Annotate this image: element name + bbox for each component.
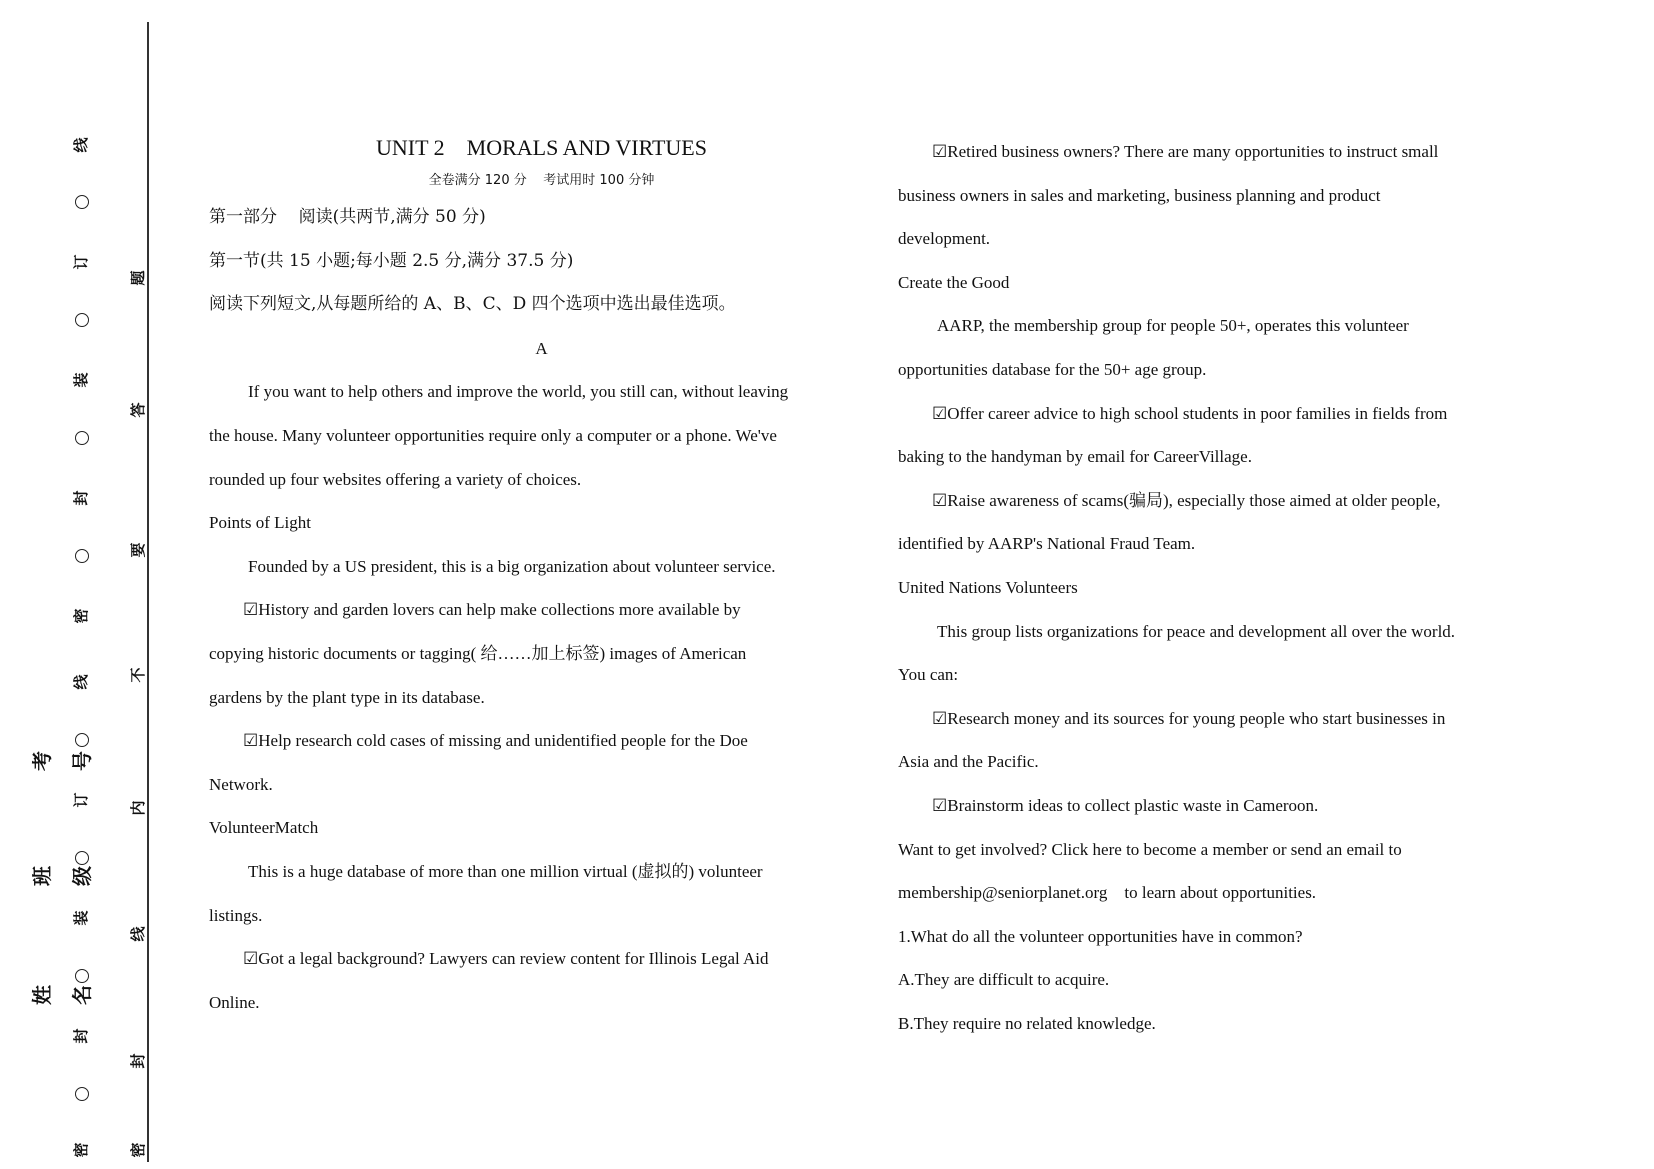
binding-circle-icon (75, 313, 89, 327)
opportunity-item: ☑Got a legal background? Lawyers can review content for Illinois Legal Aid (243, 949, 769, 969)
opportunity-item: Online. (209, 992, 260, 1012)
opportunity-item: copying historic documents or tagging( 给……加上标签) images of American (209, 643, 747, 663)
opportunity-item: gardens by the plant type in its database. (209, 687, 485, 707)
score-info: 全卷满分 120 分 考试用时 100 分钟 (428, 173, 655, 188)
site-heading-create-the-good: Create the Good (898, 272, 1010, 292)
binding-char: 装 (74, 372, 90, 388)
binding-char: 内 (131, 800, 147, 816)
binding-char: 线 (74, 137, 90, 153)
name-label: 姓名 (32, 985, 94, 1005)
binding-char: 订 (74, 792, 90, 808)
binding-char: 密 (74, 1142, 90, 1158)
binding-char: 封 (74, 490, 90, 506)
site-heading-points-of-light: Points of Light (209, 513, 312, 533)
binding-char: 答 (131, 402, 147, 418)
binding-char: 订 (74, 254, 90, 270)
binding-divider-line (147, 22, 149, 1162)
site-description: This is a huge database of more than one million virtual (虚拟的) volunteer (248, 861, 763, 881)
binding-char: 不 (131, 667, 147, 683)
binding-circle-icon (75, 195, 89, 209)
site-description: Founded by a US president, this is a big organization about volunteer service. (248, 556, 776, 576)
binding-circle-icon (75, 851, 89, 865)
opportunity-item: identified by AARP's National Fraud Team. (898, 534, 1196, 554)
binding-char: 要 (131, 542, 147, 558)
option-a: A.They are difficult to acquire. (898, 970, 1110, 990)
site-description: You can: (898, 665, 959, 685)
opportunity-item: ☑Help research cold cases of missing and unidentified people for the Doe (243, 731, 748, 751)
closing-text: Want to get involved? Click here to become a member or send an email to (898, 839, 1402, 859)
part-heading: 第一部分 阅读(共两节,满分 50 分) (209, 207, 486, 227)
intro-line: If you want to help others and improve the world, you still can, without leaving (248, 382, 789, 402)
opportunity-item: baking to the handyman by email for CareerVillage. (898, 447, 1252, 467)
opportunity-item: ☑Offer career advice to high school students in poor families in fields from (932, 403, 1448, 423)
binding-char: 线 (74, 674, 90, 690)
opportunity-item: ☑Raise awareness of scams(骗局), especially those aimed at older people, (932, 490, 1441, 510)
binding-char: 密 (74, 608, 90, 624)
section-heading: 第一节(共 15 小题;每小题 2.5 分,满分 37.5 分) (209, 250, 574, 271)
binding-margin (0, 0, 160, 1169)
opportunity-item: Asia and the Pacific. (898, 752, 1039, 772)
option-b: B.They require no related knowledge. (898, 1013, 1156, 1033)
class-label: 班级 (32, 866, 94, 886)
passage-label: A (535, 338, 548, 358)
right-column (898, 130, 1538, 1045)
binding-char: 题 (131, 270, 147, 286)
opportunity-item: development. (898, 229, 991, 249)
site-heading-un-volunteers: United Nations Volunteers (898, 577, 1078, 597)
page-title: UNIT 2 MORALS AND VIRTUES (376, 135, 707, 160)
intro-line: the house. Many volunteer opportunities require only a computer or a phone. We've (209, 425, 777, 445)
binding-char: 封 (74, 1028, 90, 1044)
opportunity-item: Network. (209, 774, 273, 794)
binding-char: 密 (131, 1142, 147, 1158)
binding-circle-icon (75, 549, 89, 563)
site-description: AARP, the membership group for people 50+, operates this volunteer (937, 316, 1409, 336)
closing-text: membership@seniorplanet.org to learn about opportunities. (898, 883, 1317, 903)
binding-char: 线 (131, 926, 147, 942)
site-heading-volunteermatch: VolunteerMatch (209, 818, 319, 838)
binding-circle-icon (75, 1087, 89, 1101)
intro-line: rounded up four websites offering a variety of choices. (209, 469, 582, 489)
site-description: This group lists organizations for peace and development all over the world. (937, 621, 1456, 641)
binding-char: 封 (131, 1053, 147, 1069)
opportunity-item: ☑Research money and its sources for young people who start businesses in (932, 708, 1446, 728)
binding-circle-icon (75, 733, 89, 747)
directions: 阅读下列短文,从每题所给的 A、B、C、D 四个选项中选出最佳选项。 (209, 294, 736, 315)
site-description: opportunities database for the 50+ age group. (898, 359, 1207, 379)
opportunity-item: ☑Brainstorm ideas to collect plastic waste in Cameroon. (932, 795, 1319, 815)
site-description: listings. (209, 905, 263, 925)
binding-char: 装 (74, 910, 90, 926)
binding-circle-icon (75, 431, 89, 445)
opportunity-item: ☑Retired business owners? There are many opportunities to instruct small (932, 142, 1439, 161)
opportunity-item: business owners in sales and marketing, business planning and product (898, 185, 1381, 205)
left-column (209, 130, 874, 1024)
opportunity-item: ☑History and garden lovers can help make collections more available by (243, 600, 741, 620)
binding-circle-icon (75, 969, 89, 983)
exam-number-label: 考号 (32, 751, 94, 771)
question-stem: 1.What do all the volunteer opportunities have in common? (898, 926, 1303, 946)
